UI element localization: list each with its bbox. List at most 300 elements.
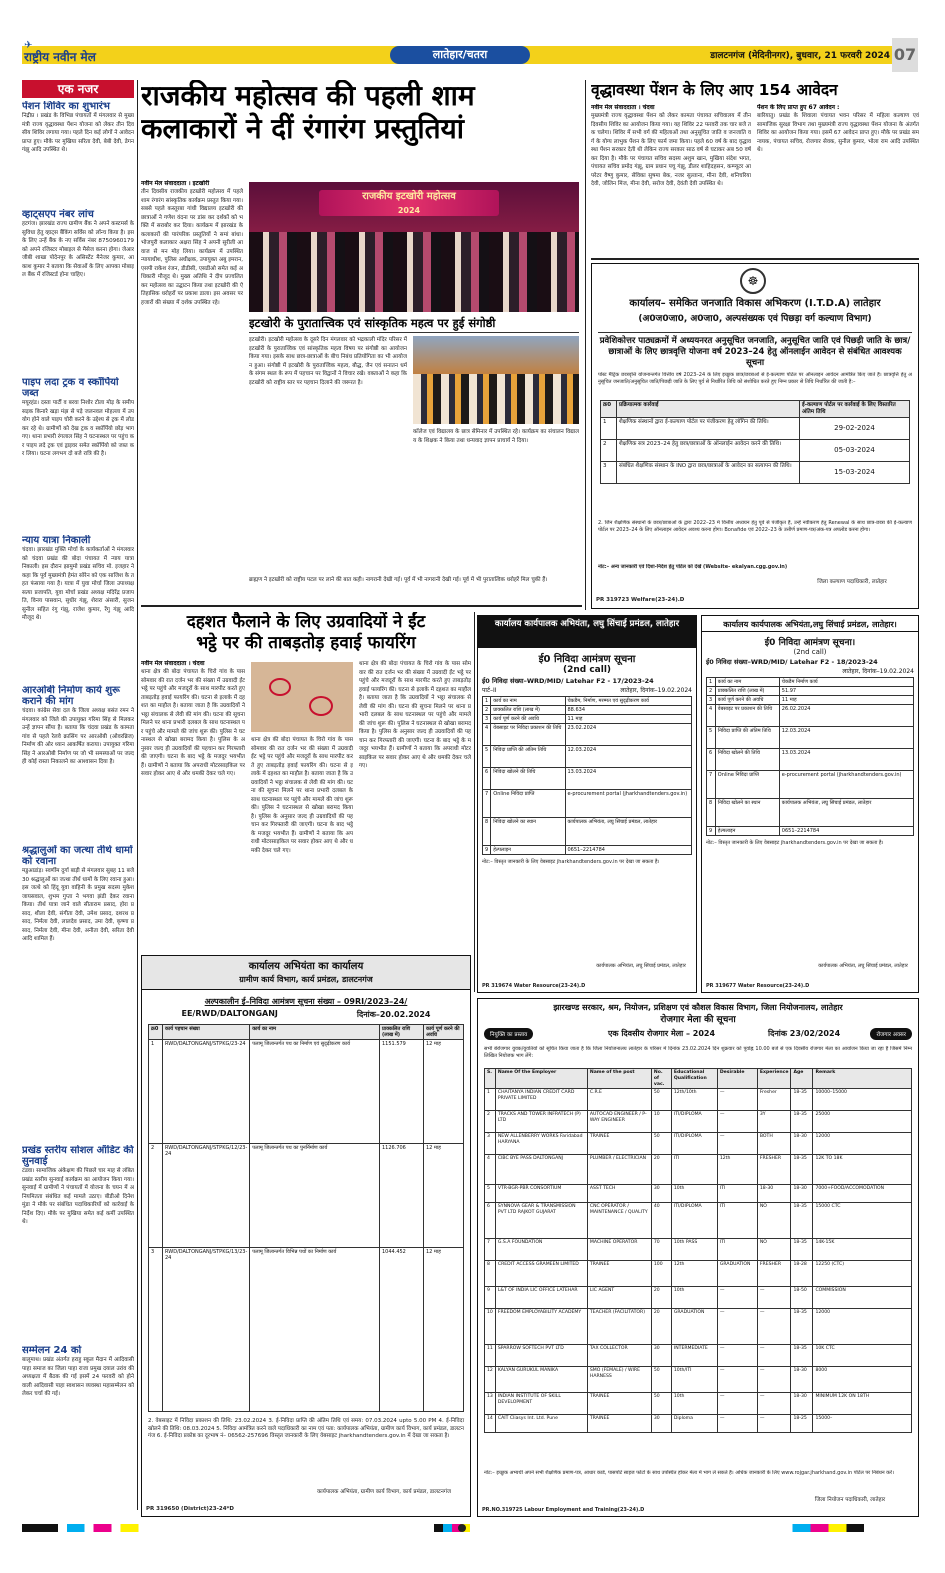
table-cell: CNC OPERATOR / MAINTENANCE / QUALITY [587,1203,651,1239]
bullet-mark-circle [309,696,333,716]
table-cell: Online निविदा प्राप्ति [491,790,565,818]
table-cell: 18-30 [791,1133,813,1155]
table-cell: 5 [485,1185,496,1203]
table-cell: 20 [651,1155,671,1185]
sidebar-item [22,535,134,685]
bullet-marks-photo [251,662,353,732]
table-cell: 6 [485,1203,496,1239]
tender17-call: (2nd call) [562,665,612,675]
table-cell: 10th [671,1185,717,1203]
table-cell: 4 [483,724,491,746]
table-cell: 18-35 [791,1239,813,1261]
rwd-ref: EE/RWD/DALTONGANJ [181,1009,278,1018]
table-cell: वेबसाइट पर प्रकाशन की तिथि [715,705,779,727]
table-cell: NEW ALLENBERRY WORKS Faridabad HARYANA [495,1133,587,1155]
table-row [601,462,910,484]
table-cell: 29-02-2024 [800,418,910,440]
table-cell: Diploma [671,1415,717,1433]
pension-body: मुख्यमंत्री राज्य वृद्धावस्था पेंशन को लेकर कामता पंचायत सचिवालय में तीन दिवसीय शिविर का आयोजन किया गया। यह शिविर 22 फरवरी तक चार बजे तक चलेगा। शिविर में सभी वर्ग की महिलाओं तथा अनुसूचित जाति व जनजाति वर्ग के योग्य लाभुक पेंशन के लिए फार्म जमा किया। पहले 60 वर्ष के बाद वृद्धावस्था पेंशन सरकार देती थी लेकिन राज्य सरकार साठ वर्ष से घटाकर अब 50 वर्ष कर दिया है। मौके पर पंचायत सचिव सदस्य अशुम खान, मुखिया संदेश भगत, पंचायत सचिव प्रमोद गंझू, ग्राम प्रधान पचु गंझू, डीलर शाहिदहसन, कम्प्यूटर आपरेटर वैष्णु कुमार, सेविका सुषमा बेक, नजर सुल्ताना, मीना देवी, शनिचरिया देवी, जोलिन मिंज, मीना देवी, सरोज देवी, देवंती देवी उपस्थित थे। [591,113,751,187]
table-cell: 12th/10th [671,1089,717,1111]
table-cell: — [717,1309,757,1345]
table-cell: — [717,1111,757,1133]
firing-body-3 [359,660,471,948]
table-header: Name Of the Employer [495,1069,587,1089]
table-cell: ASST TECH [587,1185,651,1203]
table-cell: 2 [601,440,617,462]
table-header: Name of the post [587,1069,651,1089]
sidebar-item [22,209,134,377]
table-cell: ITI [717,1185,757,1203]
table-cell: चेकडैम, निर्माण, मरम्मत एवं सुदृढ़ीकरण कार्य [565,697,692,706]
table-cell: 2 [707,687,716,696]
table-header: Remark [813,1069,912,1089]
table-cell: 30 [651,1345,671,1367]
table-cell: 18-35 [791,1309,813,1345]
sidebar-item-head: सम्मेलन 24 को [22,1345,82,1356]
rwd-date: दिनांक–20.02.2024 [356,1010,431,1019]
job-mela: एक दिवसीय रोजगार मेला – 2024 [608,1029,716,1038]
table-cell: 18-30 [791,1185,813,1203]
table-row [483,768,692,790]
table-cell: TRAINEE [587,1393,651,1415]
table-row [485,1345,912,1367]
table-cell: 12250 (CTC) [813,1261,912,1287]
table-cell: 2 [149,1144,163,1248]
table-cell: — [717,1367,757,1393]
table-cell: — [757,1309,791,1345]
lead-body: तीन दिवसीय राजकीय इटखोरी महोत्सव में पहले शाम रंगारंग सांस्कृतिक कार्यक्रम प्रस्तुत किया गया। सबसे पहले कस्तूरबा गांधी विद्यालय इटखोरी की छात्राओं ने गणेश वंदना पर डांस कर दर्शकों को भक्ति में सराबोर कर दिया। कार्यक्रम में झारखंड के कलाकारों की पारंपरिक प्रस्तुतियों ने समां बांधा। भोजपुरी कलाकार अक्षरा सिंह ने अपनी सुरीली आवाज से मन मोह लिया। कार्यक्रम में उपस्थित न्यायाधीश, पुलिस अधीक्षक, उपायुक्त अबु इमरान, एसपी राकेश रंजन, डीडीसी, एसडीओ समेत कई अधिकारी मौजूद थे। मुख्य अतिथि ने दीप प्रज्वलित कर महोत्सव का उद्घाटन किया तथा इटखोरी की ऐतिहासिक धरोहरों पर प्रकाश डाला। इस अवसर पर हजारों की संख्या में दर्शक उपस्थित रहे। [141,189,243,306]
table-cell: TRACKS AND TOWER INFRATECH (P) LTD [495,1111,587,1133]
table-cell: TAX COLLECTOR [587,1345,651,1367]
tender18-note: नोट:– विस्तृत जानकारी के लिए वेबसाइट jharkhandtenders.gov.in पर देखा जा सकता है। [706,840,884,846]
table-row [485,1261,912,1287]
table-cell: ITI/DIPLOMA [671,1203,717,1239]
rwd-footer: 2. वेबसाइट में निविदा प्रकाशन की तिथि: 23.02.2024 3. ई-निविदा प्राप्ति की अंतिम तिथि एवं समय: 07.03.2024 upto 5.00 PM 4. ई-निविदा खोलने की तिथि: 08.03.2024 5. निविदा आमंत्रित करने वाले पदाधिकारी का नाम एवं पता: कार्यपालक अभियंता, ग्रामीण कार्य विभाग, कार्य प्रमंडल, डालटनगंज 6. ई-निविदा प्रकोष्ठ का दूरभाष नं– 06562-257696 विस्तृत जानकारी के लिए वेबसाइट jharkhandtenders.gov.in में देखा जा सकता है। [148,1418,464,1439]
table-cell: 6 [483,768,491,790]
festival-stage-photo [249,182,579,312]
table-cell: 10 [485,1309,496,1345]
sidebar-item-body: मयूरहंड। दस्ता पार्टी व बरवा निशोर टोला मोड़ के समीप सड़क किनारे खड़ा मंझ से पड़े जलनवल मोहल्ला में उपयोग होने वाले पाइप चोरी करने के उद्देश्य से ट्रक में लोड कर रहे थे। ग्रामीणों को देख ट्रक व स्कॉर्पियो छोड़ भाग गए। थाना प्रभारी रंगलाल सिंह ने घटनास्थल पर पहुंच कर पाइप लदे ट्रक एवं ड्राइवर समेत स्कॉर्पियो को जब्त कर लिया। घटना लगभग दो बजे रात्रि की है। [22,400,134,457]
table-cell: 15000 CTC [813,1203,912,1239]
dateline: डालटनगंज (मेदिनीनगर), बुधवार, 21 फरवरी 2024 [710,51,890,61]
job-date: दिनांक 23/02/2024 [768,1029,841,1038]
table-row [483,697,692,706]
table-row [149,1144,464,1248]
table-cell: CAIT Cliasys Int. Ltd. Pune [495,1415,587,1433]
lead-headline-2: कलाकारों ने दीं रंगारंग प्रस्तुतियां [141,112,465,145]
masthead [22,38,918,74]
table-cell: 12 माह [424,1248,464,1412]
table-cell: INDIAN INSTITUTE OF SKILL DEVELOPMENT [495,1393,587,1415]
table-cell: निविदा खोलने का स्थान [491,818,565,846]
table-header: S. [485,1069,496,1089]
table-cell: 10 [651,1111,671,1133]
table-cell: 18-35 [791,1111,813,1133]
itda-office: कार्यालय– समेकित जनजाति विकास अभिकरण (I.T.D.A) लातेहार [629,298,881,309]
sidebar-item-head: प्रखंड स्तरीय सोशल ऑडिट की सुनवाई [22,1145,134,1167]
table-cell: — [717,1393,757,1415]
table-cell: 100 [651,1261,671,1287]
table-cell: 9 [483,846,491,855]
table-cell: VTR-BGR-PBR CONSORTIUM [495,1185,587,1203]
table-cell: ITI/DIPLOMA [671,1111,717,1133]
sidebar-item-body: चंदवा। झारखंड मुक्ति मोर्चा के कार्यकर्ताओं ने मंगलवार को चंदवा प्रखंड की बोदा पंचायत में न्याय यात्रा निकाली। इस दौरान झामुमो प्रखंड सचिव मो. इजहार ने कहा कि पूर्व मुख्यमंत्री हेमंत सोरेन को एक साजिश के तहत फंसाया गया है। यात्रा में युवा मोर्चा जिला उपाध्यक्ष सत्या प्रजापति, युवा मोर्चा प्रखंड अध्यक्ष मदिरेंद्र प्रजापति, विनय पासवान, सुधीर गंझू, शेरारा अंसारी, सुजन सुनील सहित रंगु गंझू, राजेश कुमार, रेंगु गंझू आदि मौजूद थे। [22,547,134,621]
table-cell: SPARROW SOFTECH PVT LTD [495,1345,587,1367]
table-header: क्र0 [149,1025,163,1040]
stage-people-silhouettes [249,232,579,312]
pension-col-2 [757,104,919,254]
pension-story [591,80,919,256]
table-cell: 12 माह [424,1144,464,1248]
table-cell: RWD/DALTONGANJ/STPKG/12/23-24 [163,1144,250,1248]
table-cell: 10th [671,1393,717,1415]
table-row [707,827,914,836]
table-cell: — [757,1287,791,1309]
table-cell: 9 [485,1287,496,1309]
pension-subbody: बारियातु। प्रखंड के शिवाला पंचायत भवन परिसर में महिला कल्याण एवं सामाजिक सुरक्षा विभाग तथा मुख्यमंत्री राज्य वृद्धावस्था पेंशन योजना के अंतर्गत शिविर का आयोजन किया गया। इसमें 67 आवेदन प्राप्त हुए। मौके पर प्रखंड समन्वयक, पंचायत सचिव, रोजगार सेवक, सुनील कुमार, भोला राम आदि उपस्थित थे। [757,113,919,153]
table-cell: कार्य पूर्ण करने की अवधि [715,696,779,705]
tender18-office: कार्यालय कार्यपालक अभियंता,लघु सिंचाई प्रमंडल, लातेहार। [702,616,918,632]
table-row [485,1239,912,1261]
table-cell: 10th/ITI [671,1367,717,1393]
pension-byline: नवीन मेल संवाददाता । चंदवा [591,104,655,111]
table-row [485,1133,912,1155]
table-cell: 12000 [813,1309,912,1345]
table-cell: FRESHER [757,1261,791,1287]
table-cell: 1151.579 [380,1040,424,1144]
table-row [149,1040,464,1144]
table-cell: 8000 [813,1367,912,1393]
table-cell: RWD/DALTONGANJ/STPKG/13/23-24 [163,1248,250,1412]
table-cell: ITI [671,1155,717,1185]
sidebar-divider [137,80,138,1510]
rwd-tender [141,955,471,1517]
table-cell: 20 [651,1309,671,1345]
table-cell: Online निविदा प्राप्ति [715,771,779,799]
table-header: Desirable [717,1069,757,1089]
lead-story [141,80,581,600]
table-cell: 40 [651,1203,671,1239]
table-cell: 5 [707,727,716,749]
table-header: कार्य पहचान संख्या [163,1025,250,1040]
table-cell: 18-30 [791,1393,813,1415]
table-row [485,1155,912,1185]
rwd-pr: PR 319650 (District)23-24*D [146,1506,234,1512]
job-footer: नोट:– इच्छुक अभ्यर्थी अपने सभी शैक्षणिक प्रमाण-पत्र, आधार कार्ड, पासपोर्ट साइज फोटो के साथ उपस्थित होकर मेला में भाग ले सकते हैं। अधिक जानकारी के लिए www.rojgar.jharkhand.gov.in पोर्टल पर निबंधन करें। [484,1470,894,1476]
table-row [707,705,914,727]
job-table [484,1068,912,1433]
table-cell: 10000–15000 [813,1089,912,1111]
table-row [707,727,914,749]
table-header: क्र0 [601,401,617,418]
table-cell: — [717,1287,757,1309]
table-cell: TRAINEE [587,1415,651,1433]
tender17-note: नोट:– विस्तृत जानकारी के लिए वेबसाइट jharkhandtenders.gov.in पर देखा जा सकता है। [482,859,660,865]
tender18-date: लातेहार, दिनांक–19.02.2024 [842,668,914,675]
page-number: 07 [892,38,918,72]
table-cell: 20 [651,1287,671,1309]
table-cell: 23.02.2024 [565,724,692,746]
seminar-inset [249,316,579,578]
table-cell: — [757,1345,791,1367]
table-header: प्रक्रियात्मक कार्रवाई [617,401,800,418]
tender17-part: पार्ट–II [482,687,497,694]
lead-byline: नवीन मेल संवाददाता । इटखोरी [141,180,210,187]
table-cell: 7000+FOOD/ACCOMODATION [813,1185,912,1203]
pension-headline: वृद्धावस्था पेंशन के लिए आए 154 आवेदन [591,81,838,99]
table-cell: 14K-15K [813,1239,912,1261]
table-cell: 1 [601,418,617,440]
table-cell: 15-03-2024 [800,462,910,484]
sidebar-item [22,845,134,1145]
sidebar-item [22,377,134,535]
table-cell: 11 माह [779,696,913,705]
table-cell: पलामू जिलान्तर्गत पथ का निर्माण एवं सुदृढ़ीकरण कार्य [250,1040,380,1144]
table-cell: 11 [485,1345,496,1367]
sidebar-item-body: बालूमाथ। प्रखंड अंतर्गत हराहु स्कूल मैदान में आदिवासी पाहा समाज का जिला पाहा राजा प्रमुख दयाल उरांव की अध्यक्षता में बैठक की गई इसमें 24 फरवरी को होने वाली आदिवासी पाहा स्वशासन व्यवस्था महासम्मेलन को लेकर चर्चा की गई। [22,1357,134,1397]
seminar-headline: इटखोरी के पुरातात्त्विक एवं सांस्कृतिक महत्व पर हुई संगोष्ठी [249,316,579,333]
table-cell: 25000 [813,1111,912,1133]
table-cell: 18-35 [791,1089,813,1111]
tender17-pr: PR 319674 Water Resource(23-24).D [482,983,586,989]
section-label: लातेहार/चतरा [390,46,530,64]
table-cell: कार्यपालक अभियंता, लघु सिंचाई प्रमंडल, लातेहार [779,799,913,827]
table-cell: INTERMEDIATE [671,1345,717,1367]
table-header: प्राक्कलित राशि (लाख में) [380,1025,424,1040]
table-cell: G.S.A FOUNDATION [495,1239,587,1261]
table-row [707,799,914,827]
sidebar-item-head: श्रद्धालुओं का जत्था तीर्थ धामों को रवाना [22,845,133,867]
table-cell: शैक्षणिक सत्र 2023–24 हेतु छात्र/छात्राओं के ऑनलाईन आवेदन करने की तिथि। [617,440,800,462]
tender18-call: (2nd call) [793,648,827,656]
table-cell: 8 [707,799,716,827]
rwd-meta [142,1009,470,1020]
table-cell: 0651–2214784 [779,827,913,836]
table-cell: निविदा खोलने का स्थान [715,799,779,827]
table-cell: 1 [707,678,716,687]
tender18-title: ई0 निविदा आमंत्रण सूचना। [764,638,856,648]
table-cell: 51.97 [779,687,913,696]
table-cell: निविदा खोलने की तिथि [715,749,779,771]
job-pr: PR.NO.319725 Labour Employment and Training(23-24).D [482,1507,645,1513]
table-row [483,715,692,724]
table-row [707,696,914,705]
table-row [483,846,692,855]
table-cell: 2 [483,706,491,715]
table-cell: GRADUATION [717,1261,757,1287]
table-header: Educational Qualification [671,1069,717,1089]
table-cell: 3 [149,1248,163,1412]
table-row [483,724,692,746]
table-cell: — [757,1367,791,1393]
table-cell: 30 [651,1415,671,1433]
festival-banner [319,190,499,216]
festival-banner-text: राजकीय इटखोरी महोत्सव [362,191,456,202]
table-cell: FREEDOM EMPLOYABILITY ACADEMY [495,1309,587,1345]
table-cell: CREDIT ACCESS GRAMEEN LIMITED [495,1261,587,1287]
itda-intro: पोस्ट मैट्रिक छात्रवृत्ति योजनान्तर्गत वित्तीय वर्ष 2023–24 के लिए इच्छुक छात्र/छात्राओं से ई-कल्याण पोर्टल पर ऑनलाइन आवेदन आमंत्रित किए जाते हैं। छात्रवृत्ति हेतु अनुसूचित जनजाति/अनुसूचित जाति/पिछड़ी जाति के लिए पूर्व से निर्धारित तिथि को संशोधित करते हुए निम्न प्रकार से तिथि निर्धारित की जाती है:– [598,372,912,385]
table-cell: 8 [483,818,491,846]
table-cell: 6 [707,749,716,771]
rwd-table-wrap [142,1020,470,1416]
table-cell: 7 [485,1239,496,1261]
sidebar-item-body: हटगंज। झारखंड राज्य ग्रामीण बैंक ने अपने कस्टमर्स के सुविधा हेतु व्हाट्स बैंकिंग सर्विस को लॉन्च किया है। इसके लिए उन्हें बैंक के नए सर्विस नंबर 8750960179 को अपने रजिस्टर मोबाइल से मैसेज करना होगा। जेआरजीबी शाखा पोदेनपुर के असिस्टेंट मैनेजर कुमार, आकाश कुमार ने बताया कि सेवाओं के लिए आपका मोबाइल बैंक में रजिस्टर्ड होना चाहिए। [22,221,134,278]
table-cell: 12 माह [424,1040,464,1144]
table-cell: कार्य का नाम [715,678,779,687]
tender17-ref: ई0 निविदा संख्या–WRD/MID/ Latehar F2 - 17/2023-24 [482,677,654,685]
tender17-meta [478,686,696,694]
table-header: ई-कल्याण पोर्टल पर कार्रवाई के लिए विस्तारित अंतिम तिथि [800,401,910,418]
table-cell: 1044.452 [380,1248,424,1412]
table-cell: 3 [485,1133,496,1155]
table-cell: 50 [651,1133,671,1155]
seminar-people [413,374,579,424]
lead-bottom-rule [141,605,582,607]
table-cell: वेबसाइट पर निविदा प्रकाशन की तिथि [491,724,565,746]
table-cell: 13 [485,1393,496,1415]
bird-logo-icon: ✈ [24,40,33,51]
table-cell: 12 [485,1367,496,1393]
table-cell: 18-28 [791,1261,813,1287]
sidebar [22,80,134,1510]
sidebar-item-head: न्याय यात्रा निकाली [22,535,91,546]
table-cell: 9 [707,827,716,836]
job-table-wrap [478,1066,918,1435]
table-cell: 3 [707,696,716,705]
table-cell: 13.03.2024 [565,768,692,790]
table-header: Age [791,1069,813,1089]
table-cell: TRAINEE [587,1133,651,1155]
color-bar [22,1524,918,1532]
itda-signer: जिला कल्याण पदाधिकारी, लातेहार [817,579,887,585]
itda-notes: 2. जिन शैक्षणिक संस्थानों के छात्र/छात्राओं के द्वारा 2022–23 में वित्तीय अध्ययन हेतु पूर्व से पंजीकृत हैं, उन्हें नवीकरण हेतु Renewal के साथ छात्र-छात्रा की ई-कल्याण पोर्टल पर 2023–24 के लिए ऑनलाइन आवेदन अवश्य करना होगा। Bonafide एवं 2022–23 के उत्तीर्ण प्रमाण-पत्र/अंक-पत्र अपलोड करना होगा। [598,520,912,533]
table-cell: — [717,1345,757,1367]
table-cell: पलामू जिलान्तर्गत पथ का पुनर्निर्माण कार्य [250,1144,380,1248]
lead-headline-1: राजकीय महोत्सव की पहली शाम [141,80,475,112]
firing-body: थाना क्षेत्र की बोदा पंचायत के चिरो गांव के पास सोमवार की रात दर्जन भर की संख्या में उग्रवादी ईंट भट्ठे पर पहुंचे और मजदूरों के साथ मारपीट करते हुए ताबड़तोड़ हवाई फायरिंग की। घटना से इलाके में दहशत का माहौल है। बताया जाता है कि उग्रवादियों ने भट्ठा संचालक से लेवी की मांग की। घटना की सूचना मिलने पर थाना प्रभारी दलबल के साथ घटनास्थल पर पहुंचे और मामले की जांच शुरू की। पुलिस ने घटनास्थल से खोखा बरामद किया है। पुलिस के अनुसार जल्द ही उग्रवादियों की पहचान कर गिरफ्तारी की जाएगी। घटना के बाद भट्ठे के मजदूर भयभीत हैं। ग्रामीणों ने बताया कि अपराधी मोटरसाइकिल पर सवार होकर आए थे और धमकी देकर चले गए। [141,669,245,777]
tender17-title: ई0 निविदा आमंत्रण सूचना [538,654,636,665]
sidebar-item-body: मडुआडांड़। स्वर्णीम दुर्गा बाड़ी से मंगलवार सुबह 11 बजे 30 श्रद्धालुओं का जत्था तीर्थ धामों के लिए रवाना हुआ। इस जत्थे को हिंदू युवा वाहिनी के प्रमुख सदस्य मुकेश जायसवाल, शुभम गुप्ता ने भगवा झंडी देकर रवाना किया। तीर्थ यात्रा जाने वाले सीताराम प्रसाद, होरा प्रसाद, शीला देवी, संगीता देवी, उमेश प्रसाद, दशरथ प्रसाद, निर्मला देवी, लालदेव प्रसाद, उमा देवी, कृष्णा प्रसाद, निर्मला देवी, मीना देवी, अनीता देवी, सरिता देवी आदि शामिल हैं। [22,868,134,942]
table-row [601,440,910,462]
table-row [485,1415,912,1433]
lead-tail: ब्राह्मण ने इटखोरी को राष्ट्रीय पटल पर लाने की बात कही। नागरानी देखी गई। पूर्व में भी नागरानी देखी गई। पूर्व में भी पुरातात्विक धरोहरें मिल चुकी हैं। [249,577,548,583]
sidebar-title: एक नजर [22,80,134,98]
table-row [485,1393,912,1415]
sidebar-item [22,685,134,845]
job-intro: सभी बेरोजगार युवक/युवतियों को सूचित किया जाता है कि जिला नियोजनालय लातेहार के परिसर में दिनांक 23.02.2024 दिन शुक्रवार को पूर्वाह्न 10.00 बजे से एक दिवसीय रोजगार मेला का आयोजन किया जा रहा है जिसमें निम्नलिखित नियोजक भाग लेंगे: [484,1046,912,1059]
job-notice: रोजगार मेला की सूचना [660,1015,736,1025]
seminar-photo [413,336,579,424]
table-cell: AUTOCAD ENGINEER / P-WAY ENGINEER [587,1111,651,1133]
table-cell: निविदा प्राप्ति की अंतिम तिथि [715,727,779,749]
sidebar-item-body: चंदवा। कांग्रेस सेवा दल के जिला अध्यक्ष बसंत रमन ने मंगलवार को जिले की उपायुक्त गरिमा सिंह से मिलकर उन्हें ज्ञापन सौंपा है। बताया कि चंदवा प्रखंड के कामता गांव से पहले रेलवे क्रासिंग पर आरओबी (ओवरब्रिज) निर्माण की ओर ध्यान आकर्षित कराया। उपायुक्त गरिमा सिंह ने आरओबी निर्माण पर जो भी समस्याओं पर जल्द ही कोई रास्ता निकालने का आश्वासन दिया है। [22,708,134,765]
firing-body-continued: थाना क्षेत्र की बोदा पंचायत के चिरो गांव के पास सोमवार की रात दर्जन भर की संख्या में उग्रवादी ईंट भट्ठे पर पहुंचे और मजदूरों के साथ मारपीट करते हुए ताबड़तोड़ हवाई फायरिंग की। घटना से इलाके में दहशत का माहौल है। बताया जाता है कि उग्रवादियों ने भट्ठा संचालक से लेवी की मांग की। घटना की सूचना मिलने पर थाना प्रभारी दलबल के साथ घटनास्थल पर पहुंचे और मामले की जांच शुरू की। पुलिस ने घटनास्थल से खोखा बरामद किया है। पुलिस के अनुसार जल्द ही उग्रवादियों की पहचान कर गिरफ्तारी की जाएगी। घटना के बाद भट्ठे के मजदूर भयभीत हैं। ग्रामीणों ने बताया कि अपराधी मोटरसाइकिल पर सवार होकर आए थे और धमकी देकर चले गए। [359,661,471,769]
firing-headline-1: दहशत फैलाने के लिए उग्रवादियों ने ईंट [186,612,426,632]
tender18-pr: PR 319677 Water Resource(23-24).D [706,983,810,989]
bullet-mark-circle [269,678,291,696]
firing-byline: नवीन मेल संवाददाता । चंदवा [141,660,205,667]
table-row [601,418,910,440]
table-row [485,1367,912,1393]
pension-col-1 [591,104,751,254]
itda-table [600,400,910,484]
table-row [707,771,914,799]
table-row [485,1089,912,1111]
registration-mark-icon [458,1524,466,1532]
table-cell: 1 [483,697,491,706]
table-cell: 50 [651,1089,671,1111]
table-cell: 12th [717,1155,757,1185]
tender17-date: लातेहार, दिनांक–19.02.2024 [620,687,692,694]
table-cell: 26.02.2024 [779,705,913,727]
table-cell: 30 [651,1185,671,1203]
table-header: No. of vac. [651,1069,671,1089]
table-cell: 7 [483,790,491,818]
job-left-tag: नियुक्ति का प्रस्ताव [484,1028,533,1040]
firing-body-2 [251,736,353,948]
festival-banner-year: 2024 [397,206,421,215]
table-cell: 12.03.2024 [779,727,913,749]
table-row [707,749,914,771]
pension-subhead: पेंशन के लिए प्राप्त हुए 67 आवेदन : [757,104,840,111]
table-cell: TEACHER (FACILITATOR) [587,1309,651,1345]
sidebar-item-body: टंडवा। सामाजिक अंकेक्षण की पिछले चार माह से लंबित प्रखंड स्तरीय सुनवाई कार्यक्रम का आयोजन किया गया। सुनवाई में ग्रामीणों ने पंचायतों में योजना के चयन में अनियमितता संबंधित कई मामले उठाए। बीडीओ दिनेश मुंडा ने मौके पर संबंधित पदाधिकारियों को कार्रवाई के निर्देश दिए। मौके पर मुखिया समेत कई कर्मी उपस्थित थे। [22,1168,134,1225]
table-cell: Fresher [757,1089,791,1111]
sidebar-item-head: आरओबी निर्माण कार्य शुरू कराने की मांग [22,685,120,707]
table-cell: प्राक्कलित राशि (लाख में) [715,687,779,696]
table-cell: LIC AGENT [587,1287,651,1309]
table-cell: 12.03.2024 [565,746,692,768]
table-cell: ITI [717,1203,757,1239]
table-cell: 3 [601,462,617,484]
job-right-tag: रोजगार अवसर [870,1028,912,1040]
table-cell: 18-35 [791,1203,813,1239]
sidebar-item-head: व्हाट्सएप नंबर लांच [22,209,94,220]
table-cell: कार्य का नाम [491,697,565,706]
table-cell: 18-35 [791,1155,813,1185]
table-cell: 0651–2214784 [565,846,692,855]
lead-right-divider [585,80,586,610]
table-cell: 3 [483,715,491,724]
table-cell: 8 [485,1261,496,1287]
job-header-row [478,1026,918,1046]
table-cell: 12th [671,1261,717,1287]
table-cell: ITI/DIPLOMA [671,1133,717,1155]
table-cell: 18-25 [791,1415,813,1433]
table-header: Experience [757,1069,791,1089]
table-cell: NO [757,1239,791,1261]
rwd-table [148,1024,464,1412]
table-row [485,1185,912,1203]
table-cell: SYNNOVA GEAR & TRANSMISSION PVT LTD RAJKOT GUJARAT [495,1203,587,1239]
table-cell: 4 [707,705,716,727]
table-cell: 5 [483,746,491,768]
table-cell: TRAINEE [587,1261,651,1287]
table-cell: 70 [651,1239,671,1261]
table-cell: CHAITANYA INDIAN CREDIT CARD PRIVATE LIMITED [495,1089,587,1111]
table-cell: — [757,1415,791,1433]
rwd-signer: कार्यपालक अभियंता, ग्रामीण कार्य विभाग, कार्य प्रमंडल, डालटनगंज [316,1489,452,1495]
color-registration-strip [22,1522,918,1534]
table-cell: कार्यपालक अभियंता, लघु सिंचाई प्रमंडल, लातेहार [565,818,692,846]
table-cell: पलामू जिलान्तर्गत विभिन्न पथों का निर्माण कार्य [250,1248,380,1412]
sidebar-item [22,1345,134,1485]
table-cell: हेल्पलाइन [715,827,779,836]
table-cell: 50 [651,1367,671,1393]
table-cell: — [717,1089,757,1111]
firing-col-1 [141,660,245,950]
table-cell: CIBC BYE PASS DALTONGANJ [495,1155,587,1185]
